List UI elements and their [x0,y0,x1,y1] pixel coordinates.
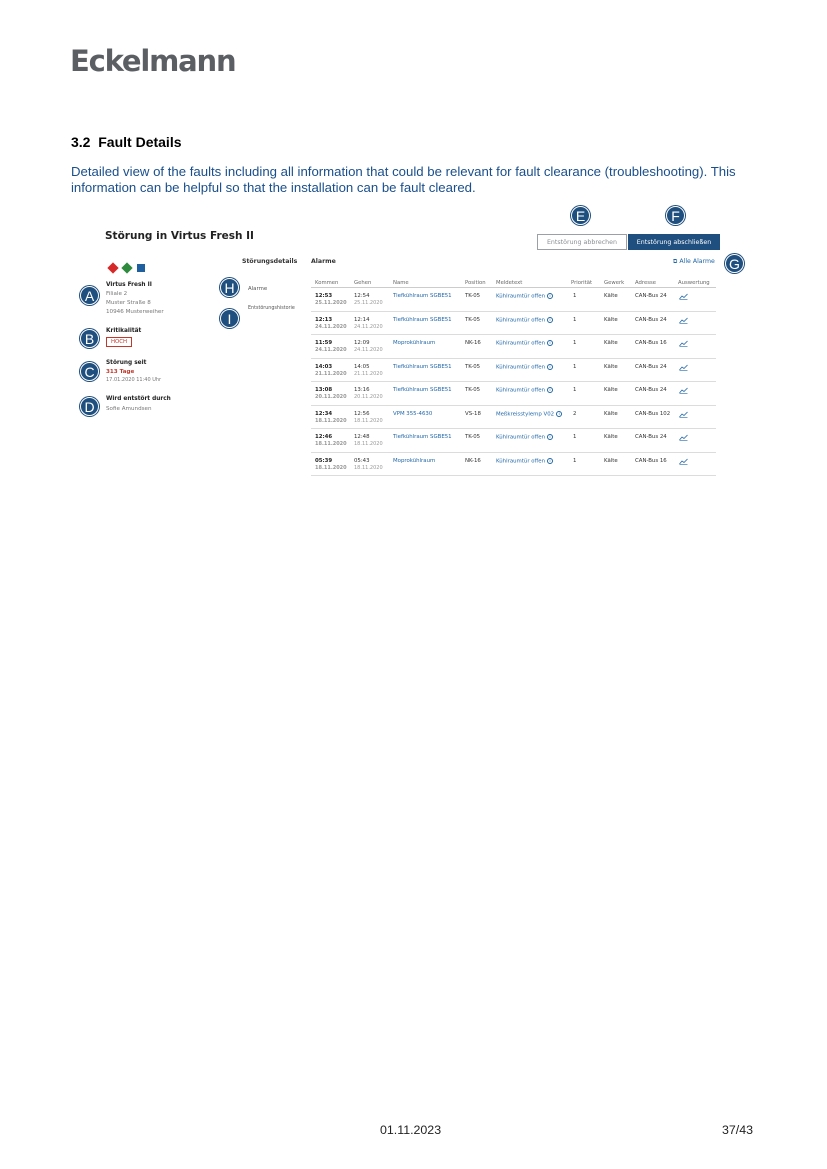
info-icon[interactable]: i [547,387,553,393]
col-priority: Priorität [571,280,593,286]
alarm-row[interactable] [311,335,716,359]
badge-i: I [220,309,239,328]
alarm-trade: Kälte [604,363,618,370]
location-street: Muster Straße 8 [106,300,151,306]
alarm-address: CAN-Bus 24 [635,387,667,393]
col-name: Name [393,280,409,286]
section-title-text: Fault Details [98,134,182,150]
alarm-go: 12:14 24.11.2020 [354,316,383,330]
criticality-label: Kritikalität [106,328,142,334]
alarm-position: TK-05 [465,387,481,393]
alarm-go: 12:54 25.11.2020 [354,293,383,306]
criticality-badge: HOCH [106,337,132,347]
fault-since-datetime: 17.01.2020 11:40 Uhr [106,377,162,383]
badge-g: G [725,254,744,273]
alarm-name-link[interactable]: Tiefkühlraum SGBE51 [393,434,452,440]
alarm-position: TK-05 [465,293,481,299]
alarm-priority: 1 [573,316,577,323]
trend-chart-icon[interactable] [679,340,688,347]
fault-details-screenshot [0,0,827,500]
alarm-priority: 1 [573,434,577,440]
alarm-trade: Kälte [604,316,618,323]
cleared-by-name: Sofie Amundsen [106,406,152,412]
alarm-message[interactable]: Kühlraumtür offen i [496,387,553,394]
badge-b: B [80,329,99,348]
col-trade: Gewerk [604,280,625,286]
nav-item-alarms[interactable]: Alarme [248,286,268,292]
alarms-table-header [311,278,716,288]
footer-date: 01.11.2023 [380,1123,442,1137]
alarm-message[interactable]: Kühlraumtür offen i [496,317,553,324]
alarm-priority: 1 [573,363,577,370]
alarm-address: CAN-Bus 24 [635,434,667,440]
alarm-trade: Kälte [604,457,618,464]
trend-chart-icon[interactable] [679,317,688,324]
alarm-row[interactable] [311,453,716,477]
alarm-name-link[interactable]: VPM 355-4630 [393,410,433,417]
alarm-trade: Kälte [604,293,618,299]
info-icon[interactable]: i [547,364,553,370]
trend-chart-icon[interactable] [679,411,688,418]
col-come: Kommen [315,280,339,286]
trend-chart-icon[interactable] [679,387,688,394]
info-icon[interactable]: i [547,340,553,346]
alarm-come: 12:53 25.11.2020 [315,293,347,306]
trend-chart-icon[interactable] [679,293,688,300]
location-branch: Filiale 2 [106,291,128,297]
alarm-address: CAN-Bus 24 [635,293,667,299]
alarm-trade: Kälte [604,387,618,393]
alarm-priority: 2 [573,410,577,417]
alarm-message[interactable]: Kühlraumtür offen i [496,458,553,465]
trend-chart-icon[interactable] [679,364,688,371]
info-icon[interactable]: i [547,434,553,440]
alarm-priority: 1 [573,340,577,346]
alarm-go: 12:09 24.11.2020 [354,340,383,353]
alarm-message[interactable]: Kühlraumtür offen i [496,340,553,347]
badge-a: A [80,286,99,305]
alarm-address: CAN-Bus 16 [635,457,667,464]
alarm-trade: Kälte [604,410,618,417]
col-go: Gehen [354,280,372,286]
finish-clearance-button[interactable]: Entstörung abschließen [628,234,720,250]
alarm-row[interactable] [311,359,716,383]
badge-c: C [80,362,99,381]
alarms-table-body [311,288,716,476]
info-icon[interactable]: i [547,458,553,464]
alarm-position: TK-05 [465,434,481,440]
alarm-go: 12:56 18.11.2020 [354,410,383,424]
section-number: 3.2 [71,134,91,150]
alarm-come: 14:03 21.11.2020 [315,363,347,377]
cleared-by-label: Wird entstört durch [106,396,171,402]
alarm-name-link[interactable]: Moprokühlraum [393,457,436,464]
external-link-icon: ⧉ [673,258,678,265]
alarm-position: NK-16 [465,457,481,464]
alarm-go: 13:16 20.11.2020 [354,387,383,400]
screenshot-title: Störung in Virtus Fresh II [105,230,254,242]
alarm-come: 05:39 18.11.2020 [315,457,347,471]
alarm-name-link[interactable]: Moprokühlraum [393,340,436,346]
alarm-come: 12:34 18.11.2020 [315,410,347,424]
fault-since-label: Störung seit [106,360,147,366]
info-icon[interactable]: i [547,293,553,299]
col-position: Position [465,280,486,286]
alarm-row[interactable] [311,382,716,406]
alarm-go: 14:05 21.11.2020 [354,363,383,377]
badge-e: E [571,206,590,225]
col-evaluation: Auswertung [678,280,710,286]
alarm-go: 12:48 18.11.2020 [354,434,383,447]
badge-f: F [666,206,685,225]
footer-page-number: 37/43 [722,1123,754,1137]
status-flags-icon [106,262,146,274]
alarm-come: 13:08 20.11.2020 [315,387,347,400]
alarm-position: TK-05 [465,363,481,370]
alarm-message[interactable]: Meßkreisstylemp V02 i [496,411,562,418]
alarm-position: TK-05 [465,316,481,323]
nav-item-clearance-history[interactable]: Entstörungshistorie [248,306,295,311]
location-city: 10946 Musterweiher [106,309,164,315]
fault-details-nav-heading: Störungsdetails [242,258,298,265]
alarm-trade: Kälte [604,434,618,440]
intro-paragraph: Detailed view of the faults including all information that could be relevant for fault clearance (troubleshooting). This information can be helpful so that the installation can be fault cleared. [71,164,736,195]
alarm-come: 11:59 24.11.2020 [315,340,347,353]
all-alarms-label: Alle Alarme [679,258,715,265]
fault-since-days: 313 Tage [106,369,135,375]
badge-h: H [220,278,239,297]
alarm-come: 12:46 18.11.2020 [315,434,347,447]
alarm-row[interactable] [311,312,716,336]
all-alarms-link[interactable] [673,258,715,266]
alarm-position: VS-18 [465,410,481,417]
eckelmann-logo: Eckelmann [70,44,236,78]
alarm-name-link[interactable]: Tiefkühlraum SGBE51 [393,316,452,323]
col-address: Adresse [635,280,656,286]
alarms-table [311,278,716,476]
alarm-row[interactable] [311,406,716,430]
alarm-address: CAN-Bus 16 [635,340,667,346]
alarm-position: NK-16 [465,340,481,346]
alarm-row[interactable] [311,288,716,312]
cancel-clearance-button[interactable]: Entstörung abbrechen [537,234,627,250]
alarm-priority: 1 [573,387,577,393]
alarm-priority: 1 [573,293,577,299]
alarm-message[interactable]: Kühlraumtür offen i [496,293,553,300]
trend-chart-icon[interactable] [679,434,688,441]
alarm-row[interactable] [311,429,716,453]
alarm-trade: Kälte [604,340,618,346]
alarm-message[interactable]: Kühlraumtür offen i [496,434,553,441]
alarm-name-link[interactable]: Tiefkühlraum SGBE51 [393,363,452,370]
alarm-address: CAN-Bus 102 [635,410,671,417]
alarm-come: 12:13 24.11.2020 [315,316,347,330]
alarms-heading: Alarme [311,258,336,265]
col-message: Meldetext [496,280,523,286]
info-icon[interactable]: i [547,317,553,323]
alarm-go: 05:43 18.11.2020 [354,457,383,471]
alarm-name-link[interactable]: Tiefkühlraum SGBE51 [393,293,452,299]
info-icon[interactable]: i [556,411,562,417]
alarm-message[interactable]: Kühlraumtür offen i [496,364,553,371]
alarm-name-link[interactable]: Tiefkühlraum SGBE51 [393,387,452,393]
alarm-priority: 1 [573,457,577,464]
badge-d: D [80,397,99,416]
location-name: Virtus Fresh II [106,282,152,288]
alarm-address: CAN-Bus 24 [635,363,667,370]
alarm-address: CAN-Bus 24 [635,316,667,323]
trend-chart-icon[interactable] [679,458,688,465]
